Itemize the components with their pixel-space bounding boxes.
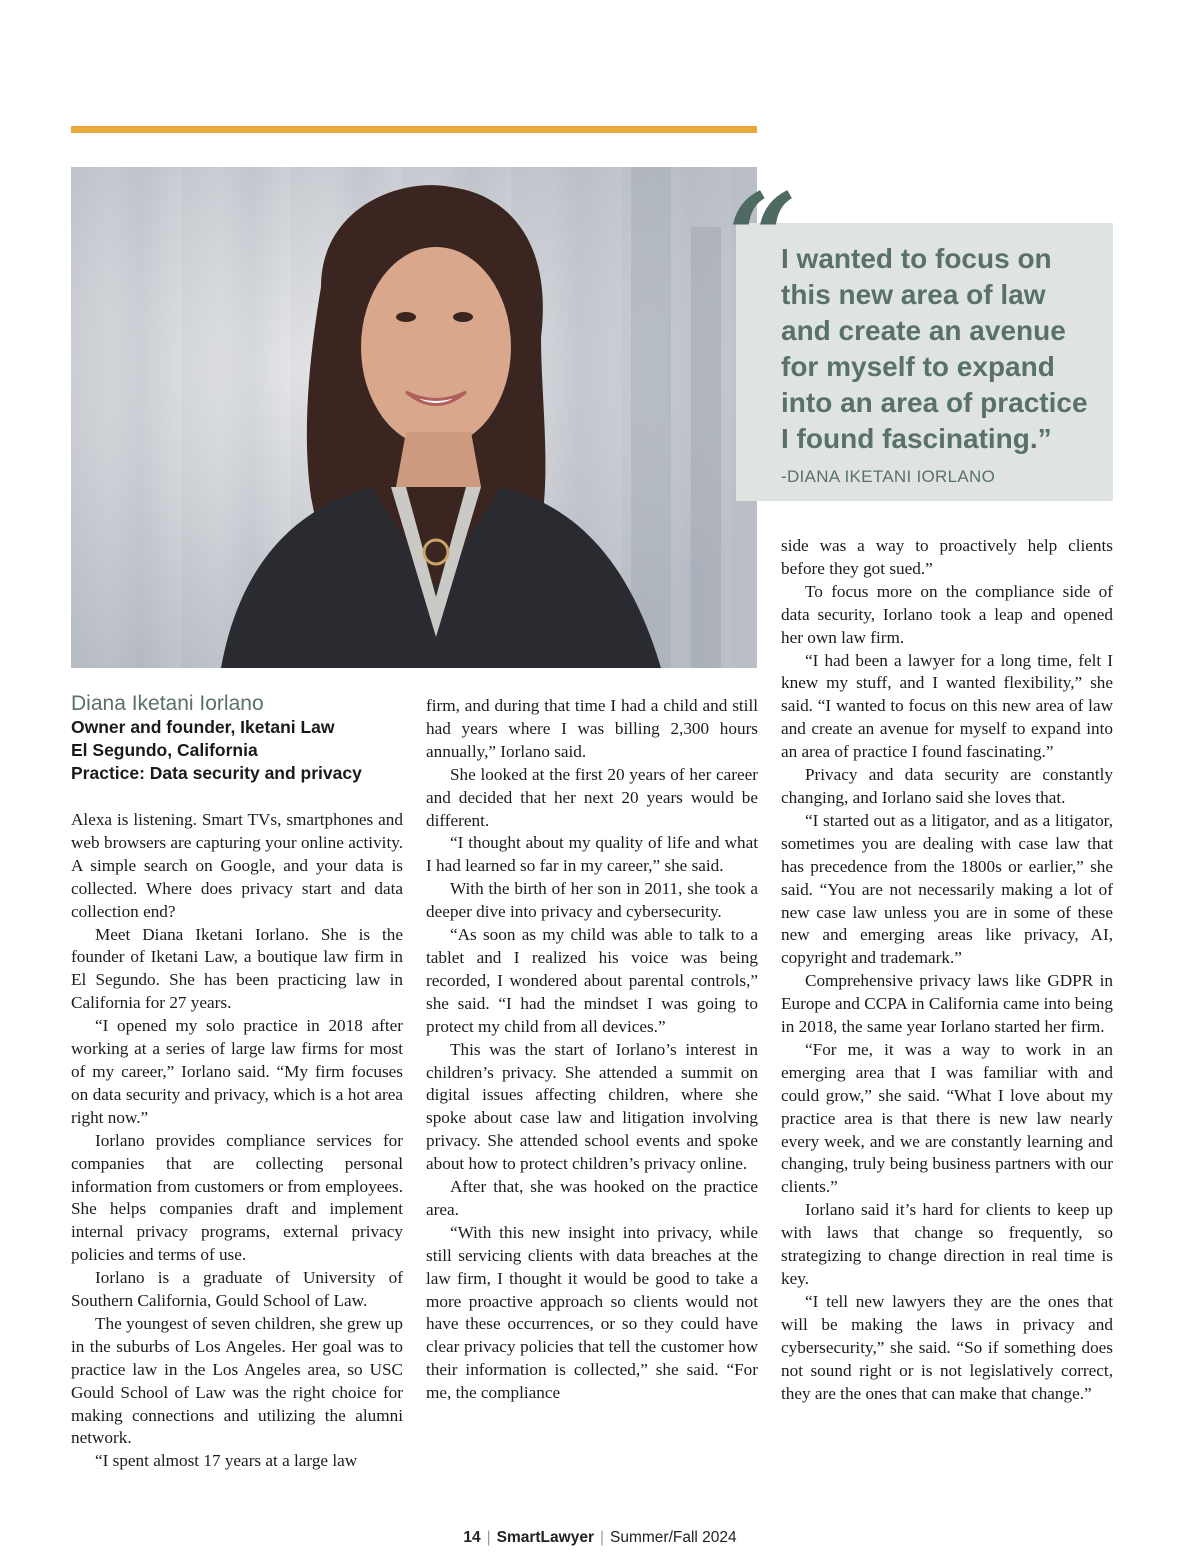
- publication-name: SmartLawyer: [496, 1529, 594, 1546]
- portrait-photo: [71, 167, 757, 668]
- paragraph: “I thought about my quality of life and what I had learned so far in my career,” she said.: [426, 833, 758, 876]
- profile-name: Diana Iketani Iorlano: [71, 692, 264, 715]
- footer-separator: |: [599, 1529, 605, 1546]
- pull-quote-attribution: -DIANA IKETANI IORLANO: [781, 467, 996, 486]
- paragraph: “For me, it was a way to work in an emerging area that I was familiar with and could grow,” she said. “What I love about my practice area is that there is new law nearly every week, and we are constantly learning and changing, truly being business partners with our clients.”: [781, 1039, 1113, 1197]
- footer-separator: |: [486, 1529, 491, 1546]
- paragraph: After that, she was hooked on the practice area.: [426, 1177, 758, 1219]
- paragraph: This was the start of Iorlano’s interest in children’s privacy. She attended a summit on digital issues affecting children, where she spoke about case law and litigation involving privacy. She attended school events and spoke about how to protect children’s privacy online.: [426, 1039, 758, 1174]
- profile-practice: Practice: Data security and privacy: [71, 763, 362, 783]
- paragraph: “As soon as my child was able to talk to a tablet and I realized his voice was being recorded, I wondered about parental controls,” she said. “I had the mindset I was going to protect my child from all devices.”: [426, 925, 758, 1036]
- paragraph: “I had been a lawyer for a long time, felt I knew my stuff, and I wanted flexibility,” she said. “I wanted to focus on this new area of law and create an avenue for myself to expand into an area of practice I found fascinating.”: [781, 650, 1113, 762]
- paragraph: Comprehensive privacy laws like GDPR in Europe and CCPA in California came into being in 2018, the same year Iorlano started her firm.: [781, 971, 1113, 1037]
- paragraph: The youngest of seven children, she grew up in the suburbs of Los Angeles. Her goal was to practice law in the Los Angeles area, so USC Gould School of Law was the right choice for making connections and utilizing the alumni network.: [71, 1313, 403, 1448]
- paragraph: Iorlano said it’s hard for clients to keep up with laws that change so frequently, so strategizing to change direction in real time is key.: [781, 1200, 1113, 1288]
- paragraph: Meet Diana Iketani Iorlano. She is the founder of Iketani Law, a boutique law firm in El Segundo. She has been practicing law in California for 27 years.: [71, 924, 403, 1013]
- paragraph: Iorlano provides compliance services for companies that are collecting personal information from customers or from employees. She helps companies draft and implement internal privacy programs, external privacy policies and terms of use.: [71, 1130, 403, 1265]
- profile-block: [71, 692, 411, 785]
- paragraph: To focus more on the compliance side of data security, Iorlano took a leap and opened her own law firm.: [781, 581, 1113, 647]
- paragraph: side was a way to proactively help clients before they got sued.”: [781, 536, 1113, 578]
- profile-title: Owner and founder, Iketani Law: [71, 717, 335, 737]
- paragraph: Alexa is listening. Smart TVs, smartphones and web browsers are capturing your online activity. A simple search on Google, and your data is collected. Where does privacy start and data collection end?: [71, 810, 403, 921]
- article-column-3: [781, 535, 1113, 1405]
- paragraph: “I opened my solo practice in 2018 after working at a series of large law firms for most of my career,” Iorlano said. “My firm focuses on data security and privacy, which is a hot area right now.”: [71, 1016, 403, 1127]
- article-column-1: [71, 809, 403, 1473]
- issue-label: Summer/Fall 2024: [610, 1529, 737, 1546]
- paragraph: “I tell new lawyers they are the ones that will be making the laws in privacy and cybersecurity,” she said. “So if something does not sound right or is not legislatively correct, they are the ones that can make that change.”: [781, 1291, 1113, 1403]
- article-column-2: [426, 695, 758, 1405]
- paragraph: Privacy and data security are constantly changing, and Iorlano said she loves that.: [781, 765, 1113, 807]
- paragraph: She looked at the first 20 years of her career and decided that her next 20 years would be different.: [426, 764, 758, 830]
- page-number: 14: [463, 1529, 481, 1546]
- profile-location: El Segundo, California: [71, 740, 258, 760]
- paragraph: With the birth of her son in 2011, she took a deeper dive into privacy and cybersecurity.: [426, 879, 758, 922]
- paragraph: “I started out as a litigator, and as a litigator, sometimes you are dealing with case law that has precedence from the 1800s or earlier,” she said. “You are not necessarily making a lot of new case law unless you are in some of these new and emerging areas like privacy, AI, copyright and trademark.”: [781, 810, 1113, 968]
- pull-quote-text: I wanted to focus on this new area of law and create an avenue for myself to expand into an area of practice I found fascinating.”: [781, 243, 1088, 454]
- paragraph: “I spent almost 17 years at a large law: [95, 1451, 358, 1471]
- accent-rule: [71, 126, 757, 133]
- quote-mark-icon: “: [728, 167, 798, 308]
- paragraph: Iorlano is a graduate of University of Southern California, Gould School of Law.: [71, 1268, 403, 1311]
- portrait-illustration: [71, 167, 757, 668]
- paragraph: firm, and during that time I had a child and still had years where I was billing 2,300 hours annually,” Iorlano said.: [426, 696, 758, 761]
- paragraph: “With this new insight into privacy, while still servicing clients with data breaches at the law firm, I thought it would be good to take a more proactive approach so clients would not have these occurrences, or so they could have clear privacy policies that tell the customer how their information is collected,” she said. “For me, the compliance: [426, 1222, 758, 1403]
- page-footer: [0, 1529, 1200, 1547]
